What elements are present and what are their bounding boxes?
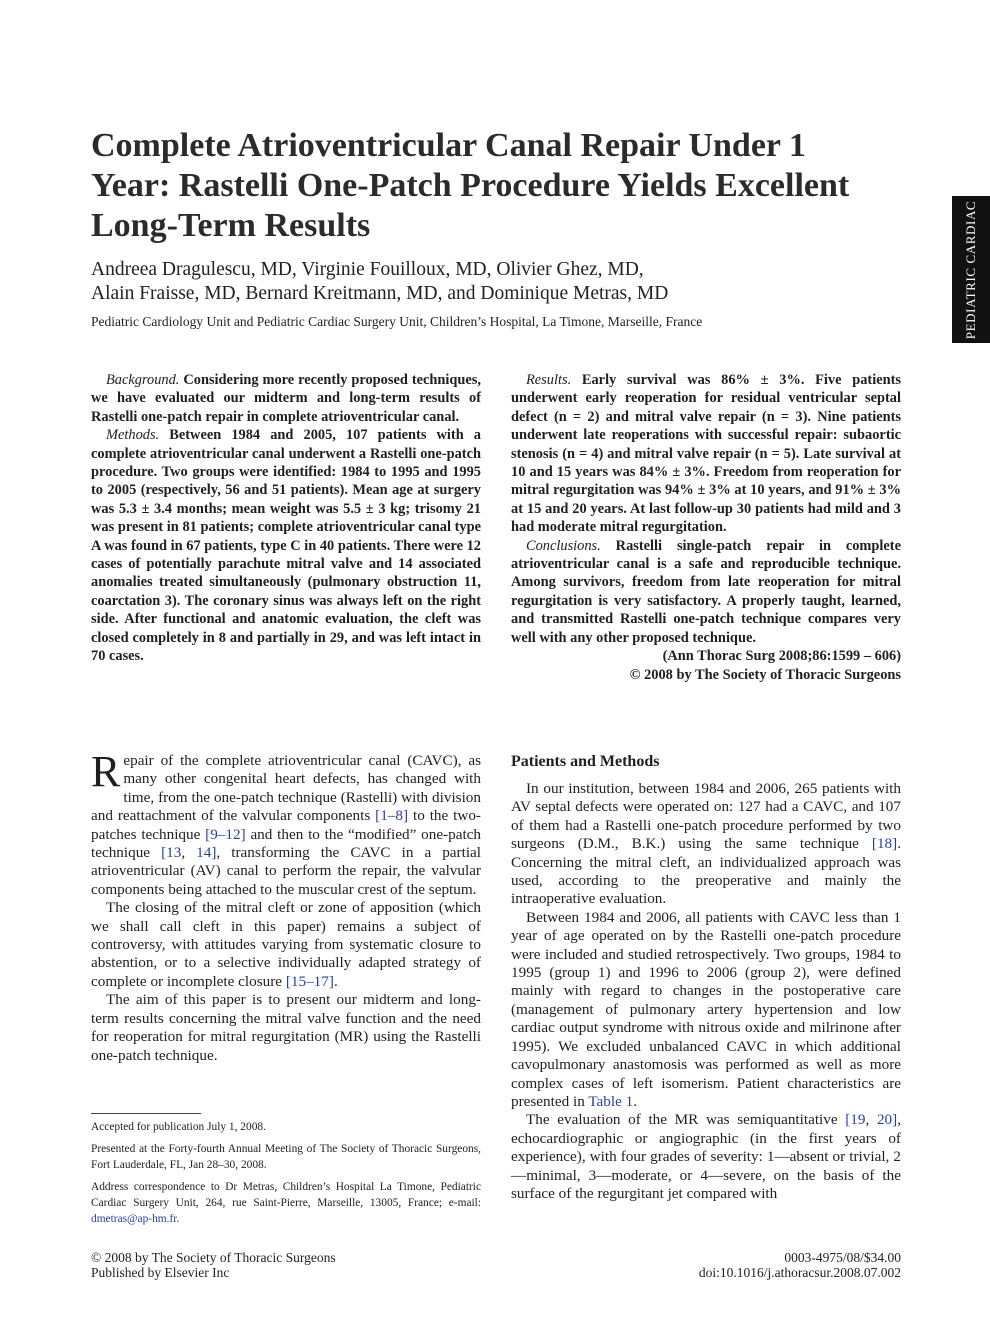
footnote-divider bbox=[91, 1113, 201, 1114]
text-span: Between 1984 and 2006, all patients with CAVC less than 1 year of age operated on by the Rastelli one-patch procedure were included and studied retrospectively. Two groups, 1984 to 1995 (group 1) and 1996 to 2006 (group 2), were defined mainly with regard to changes in the postoperative care (management of pulmonary artery hypertension and low cardiac output syndrome with nitrous oxide and milrinone after 1995). We excluded unbalanced CAVC in which additional cavopulmonary anastomosis was performed as well as more complex cases of left isomerism. Patient characteristics are presented in bbox=[511, 908, 901, 1110]
section-heading: Patients and Methods bbox=[511, 753, 660, 770]
email-link[interactable]: dmetras@ap-hm.fr bbox=[91, 1213, 177, 1225]
abstract-methods bbox=[91, 426, 481, 665]
side-tab-label: PEDIATRIC CARDIAC bbox=[963, 200, 978, 339]
footnote-accepted: Accepted for publication July 1, 2008. bbox=[91, 1121, 266, 1133]
footer-publisher: Published by Elsevier Inc bbox=[91, 1265, 230, 1280]
text-span: In our institution, between 1984 and 2006, 265 patients with AV septal defects were operated on: 127 had a CAVC, and 107 of them had a Rastelli one-patch procedure performed by two surgeons (D.M., B.K.) using the same technique bbox=[511, 780, 901, 853]
text-span: . Concerning the mitral cleft, an individualized approach was used, according to the preoperative and mainly the intraoperative evaluation. bbox=[511, 835, 901, 908]
intro-paragraph-2 bbox=[91, 899, 481, 991]
text-span: . bbox=[176, 1213, 180, 1225]
footer-doi: doi:10.1016/j.athoracsur.2008.07.002 bbox=[698, 1265, 901, 1280]
text-span: . bbox=[633, 1092, 638, 1110]
abstract-results bbox=[511, 371, 901, 537]
section-side-tab bbox=[952, 196, 990, 343]
reference-link[interactable]: [18] bbox=[871, 835, 898, 853]
footnote-address bbox=[91, 1179, 481, 1227]
conclusions-label: Conclusions. bbox=[526, 537, 601, 554]
abstract-right-column bbox=[511, 371, 901, 684]
footer-right bbox=[560, 1250, 901, 1280]
reference-link[interactable]: [19 bbox=[845, 1111, 866, 1129]
text-span: Address correspondence to Dr Metras, Children’s Hospital La Timone, Pediatric Cardiac Surgery Unit, 264, rue Saint-Pierre, Marseille, 13005, France; e-mail: bbox=[91, 1181, 481, 1209]
intro-paragraph-3: The aim of this paper is to present our midterm and long-term results concerning the mitral valve function and the need for reoperation for mitral regurgitation (MR) using the Rastelli one-patch technique. bbox=[91, 991, 481, 1064]
text-span: and then to the “modified” one-patch technique bbox=[91, 825, 482, 862]
methods-paragraph-1 bbox=[511, 780, 901, 909]
reference-link[interactable]: [15–17] bbox=[285, 972, 334, 990]
body-left-column bbox=[91, 747, 482, 1065]
footer-issn: 0003-4975/08/$34.00 bbox=[784, 1250, 901, 1265]
reference-link[interactable]: [13 bbox=[161, 844, 182, 862]
table-link[interactable]: Table 1 bbox=[588, 1092, 634, 1110]
author-list bbox=[91, 258, 851, 306]
methods-text: Between 1984 and 2005, 107 patients with a complete atrioventricular canal underwent a Rastelli one-patch procedure. Two groups were identified: 1984 to 1995 and 1995 to 2005 (respectively, 56 and 51 patients). Mean age at surgery was 5.3 ± 3.4 months; mean weight was 5.5 ± 3 kg; trisomy 21 was present in 81 patients; complete atrioventricular canal type A was found in 67 patients, type C in 40 patients. There were 12 cases of potentially parachute mitral valve and 14 associated anomalies treated simultaneously (pulmonary obstruction 11, coarctation 3). The coronary sinus was always left on the right side. After functional and anatomic evaluation, the cleft was closed completely in 8 and partially in 29, and was left intact in 70 cases. bbox=[91, 427, 482, 665]
text-span: , echocardiographic or angiographic (in the first years of experience), with four grades of severity: 1—absent or trivial, 2—minimal, 3—moderate, or 4—severe, on the basis of the surface of the regurgitant jet compared with bbox=[511, 1111, 901, 1202]
text-span: , bbox=[865, 1111, 877, 1129]
reference-link[interactable]: [9–12] bbox=[205, 825, 246, 843]
reference-link[interactable]: 14] bbox=[196, 844, 217, 862]
text-span: epair of the complete atrioventricular canal (CAVC), as many other congenital heart defects, has changed with time, from the one-patch technique (Rastelli) with division and reattachment of the valvular components bbox=[91, 752, 481, 825]
text-span: The closing of the mitral cleft or zone of apposition (which we shall call cleft in this paper) remains a subject of controversy, with attitudes varying from systematic closure to abstention, or to a selective individually adapted strategy of complete or incomplete closure bbox=[91, 899, 481, 990]
background-text: Considering more recently proposed techniques, we have evaluated our midterm and long-term results of Rastelli one-patch repair in complete atrioventricular canal. bbox=[91, 372, 481, 425]
drop-cap: R bbox=[91, 747, 121, 796]
reference-link[interactable]: 20] bbox=[876, 1111, 898, 1129]
abstract-background bbox=[91, 371, 481, 426]
footer-copyright: © 2008 by The Society of Thoracic Surgeons bbox=[91, 1250, 336, 1265]
conclusions-text: Rastelli single-patch repair in complete atrioventricular canal is a safe and reproducible technique. Among survivors, freedom from late reoperation for mitral regurgitation is very satisfactory. A properly taught, learned, and transmitted Rastelli one-patch technique compares very well with any other proposed technique. bbox=[511, 537, 901, 646]
authors-line-2: Alain Fraisse, MD, Bernard Kreitmann, MD, and Dominique Metras, MD bbox=[91, 283, 669, 304]
footer-left bbox=[91, 1250, 491, 1280]
methods-label: Methods. bbox=[106, 427, 160, 444]
text-span: . bbox=[333, 972, 338, 990]
text-span: The evaluation of the MR was semiquantitative bbox=[526, 1111, 846, 1129]
footnotes bbox=[91, 1119, 481, 1233]
authors-line-1: Andreea Dragulescu, MD, Virginie Fouilloux, MD, Olivier Ghez, MD, bbox=[91, 259, 644, 280]
abstract-left-column bbox=[91, 371, 481, 666]
abstract-copyright: © 2008 by The Society of Thoracic Surgeons bbox=[629, 666, 901, 683]
body-right-column bbox=[511, 752, 901, 1203]
text-span: , bbox=[181, 844, 197, 862]
results-text: Early survival was 86% ± 3%. Five patients underwent early reoperation for residual ventricular septal defect (n = 2) and mitral valve repair (n = 3). Nine patients underwent late reoperations with successful repair: subaortic stenosis (n = 4) and mitral valve repair (n = 5). Late survival at 10 and 15 years was 84% ± 3%. Freedom from reoperation for mitral regurgitation was 94% ± 3% at 10 years, and 91% ± 3% at 15 and 20 years. At last follow-up 30 patients had mild and 3 had moderate mitral regurgitation. bbox=[511, 372, 901, 536]
journal-citation: (Ann Thorac Surg 2008;86:1599 – 606) bbox=[662, 648, 901, 665]
background-label: Background. bbox=[106, 372, 180, 388]
results-label: Results. bbox=[526, 372, 572, 388]
affiliation: Pediatric Cardiology Unit and Pediatric Cardiac Surgery Unit, Children’s Hospital, La Timone, Marseille, France bbox=[91, 314, 703, 329]
footnote-presented: Presented at the Forty-fourth Annual Meeting of The Society of Thoracic Surgeons, Fort Lauderdale, FL, Jan 28–30, 2008. bbox=[91, 1143, 481, 1171]
methods-paragraph-3 bbox=[511, 1111, 901, 1203]
text-span: , transforming the CAVC in a partial atrioventricular (AV) canal to perform the repair, the valvular components being attached to the muscular crest of the septum. bbox=[91, 844, 482, 898]
article-title: Complete Atrioventricular Canal Repair Under 1 Year: Rastelli One-Patch Procedure Yields Excellent Long-Term Results bbox=[91, 127, 850, 244]
abstract-conclusions bbox=[511, 537, 901, 647]
text-span: to the two-patches technique bbox=[91, 807, 481, 843]
intro-paragraph-1 bbox=[91, 747, 482, 899]
reference-link[interactable]: [1–8] bbox=[375, 807, 409, 825]
methods-paragraph-2 bbox=[511, 909, 901, 1111]
